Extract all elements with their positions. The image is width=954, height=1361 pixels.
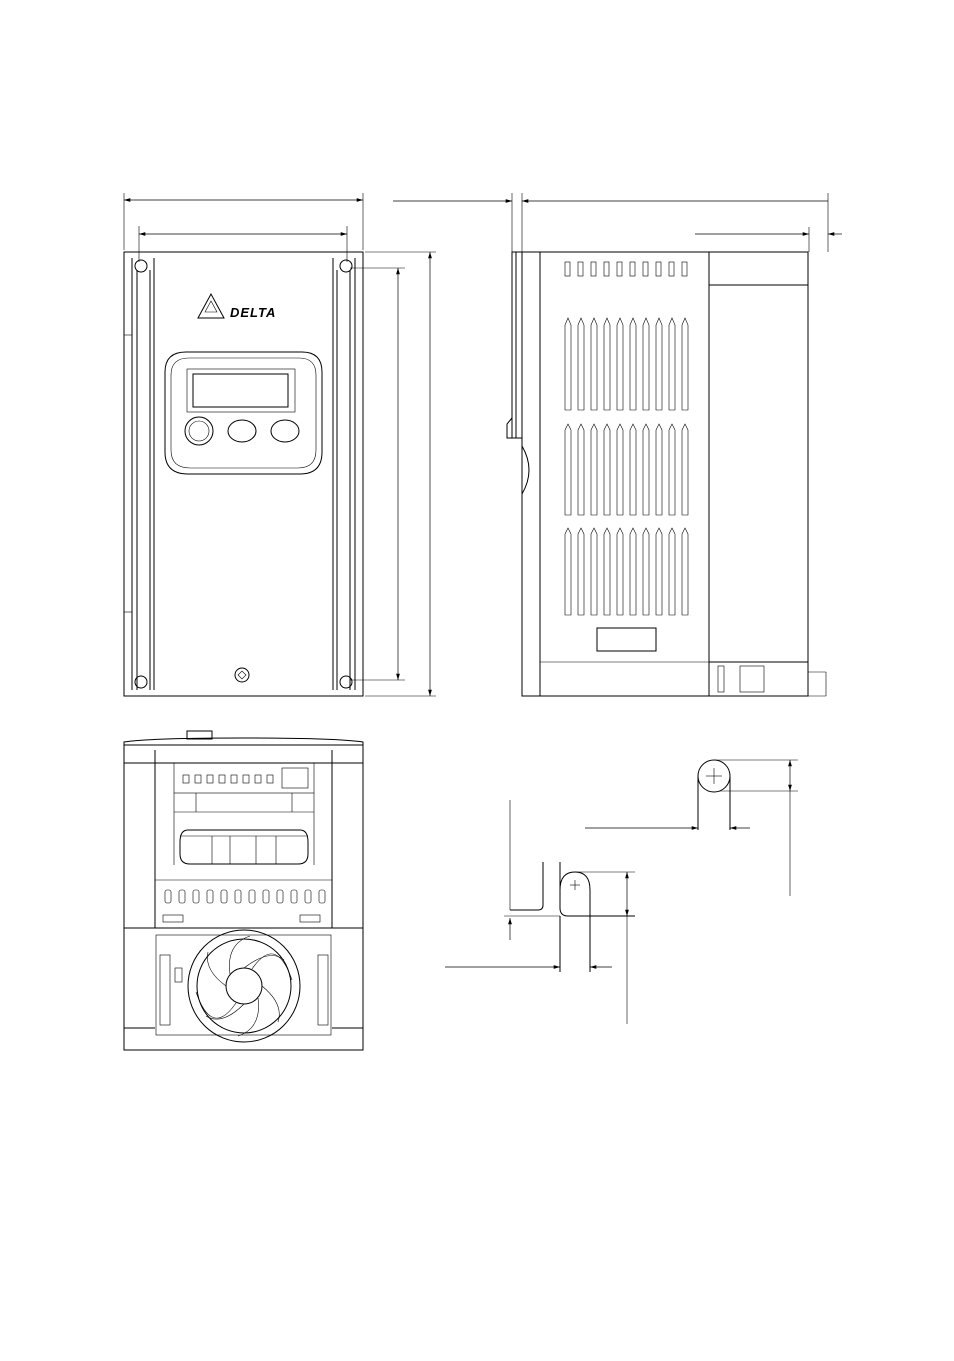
- mount-hole-detail: [585, 760, 798, 896]
- delta-logo: [198, 294, 276, 320]
- front-view: [124, 193, 436, 696]
- bracket-detail: [445, 800, 635, 1024]
- run-key[interactable]: [185, 417, 213, 445]
- side-vents-upper: [565, 318, 688, 410]
- terminal-screws: [183, 775, 273, 783]
- lcd-display: [193, 374, 288, 407]
- bottom-vents: [165, 890, 325, 903]
- side-top-vents: [565, 262, 687, 276]
- cooling-fan: [156, 930, 331, 1042]
- down-key[interactable]: [271, 420, 299, 442]
- side-lug-dimension: [695, 227, 842, 252]
- front-height-dimension: [365, 252, 436, 696]
- mount-hole-top-right: [340, 260, 352, 272]
- mount-hole-top-left: [135, 260, 147, 272]
- cable-entry: [180, 830, 308, 864]
- front-cover-screw: [235, 668, 249, 682]
- front-width-dimension: [124, 193, 363, 250]
- front-mount-spacing-dimension: [139, 226, 347, 262]
- side-view: [393, 193, 842, 696]
- side-depth-dimension: [393, 193, 828, 252]
- side-vents-lower: [565, 528, 688, 615]
- up-key[interactable]: [228, 420, 256, 442]
- keypad-panel: [165, 352, 322, 474]
- bottom-view: [124, 731, 363, 1050]
- nameplate-label: [597, 628, 656, 651]
- brand-logo-text: DELTA: [230, 305, 277, 320]
- side-vents-middle: [565, 424, 688, 515]
- front-mount-height-dimension: [350, 268, 405, 680]
- terminal-cover-top: [709, 252, 808, 285]
- side-housing: [522, 252, 709, 696]
